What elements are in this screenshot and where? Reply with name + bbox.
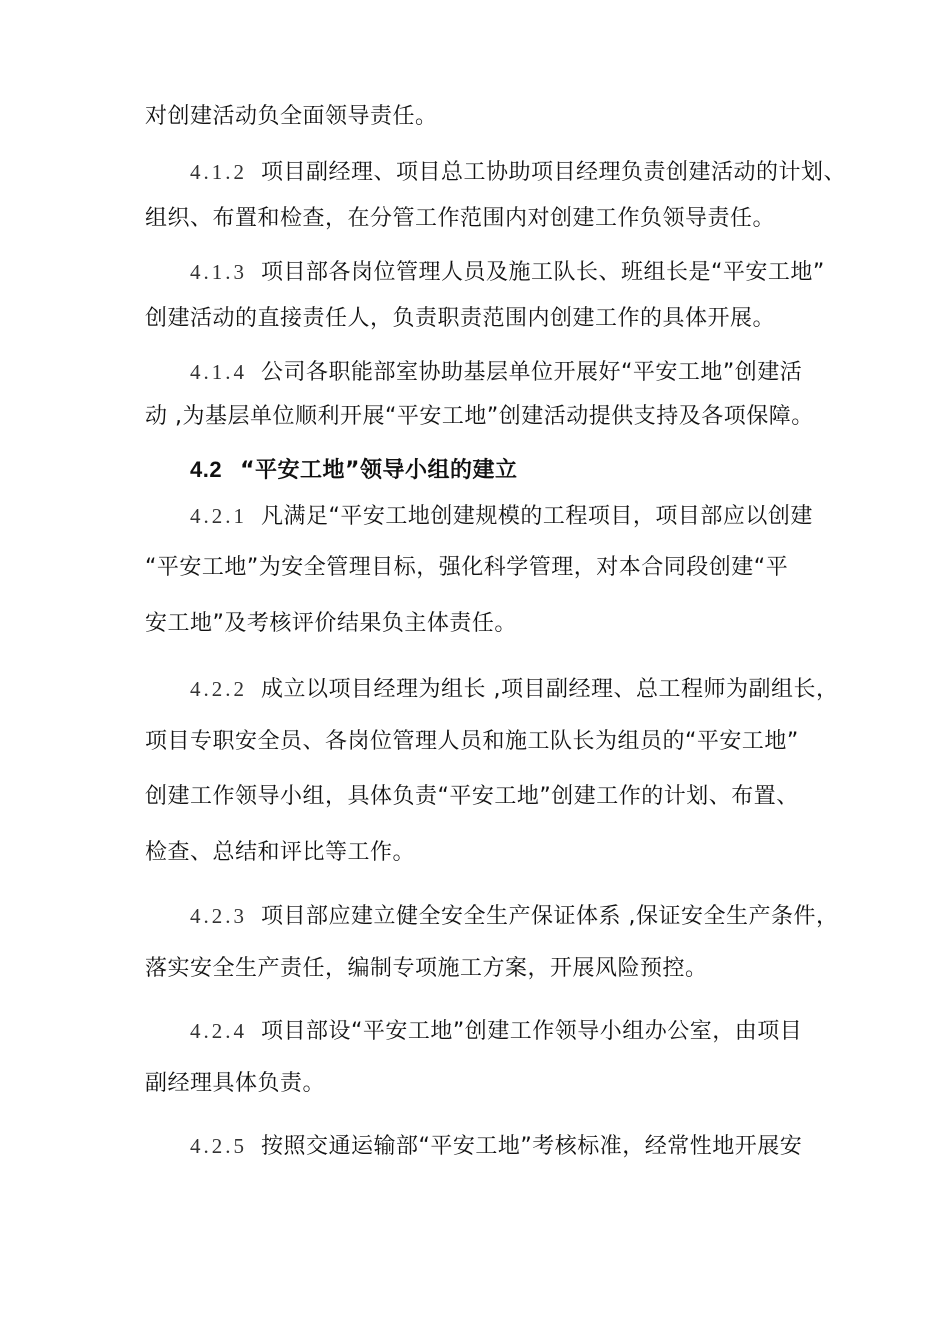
paragraph-line: 组织、布置和检查，在分管工作范围内对创建工作负领导责任。 xyxy=(145,206,776,231)
clause-number: 4.1.2 xyxy=(190,160,247,184)
paragraph-line: 创建工作领导小组，具体负责“平安工地”创建工作的计划、布置、 xyxy=(145,784,799,809)
clause-line: 4.2.2 成立以项目经理为组长 ,项目副经理、总工程师为副组长， xyxy=(190,677,839,702)
clause-number: 4.1.3 xyxy=(190,260,247,284)
paragraph-line: “平安工地”为安全管理目标，强化科学管理，对本合同段创建“平 xyxy=(145,555,789,580)
clause-line: 4.2.4 项目部设“平安工地”创建工作领导小组办公室，由项目 xyxy=(190,1019,803,1044)
clause-line: 4.2.3 项目部应建立健全安全生产保证体系 ,保证安全生产条件， xyxy=(190,904,839,929)
paragraph-line: 安工地”及考核评价结果负主体责任。 xyxy=(145,611,517,636)
clause-line: 4.2.5 按照交通运输部“平安工地”考核标准，经常性地开展安 xyxy=(190,1134,803,1159)
paragraph-line: 项目专职安全员、各岗位管理人员和施工队长为组员的“平安工地” xyxy=(145,729,799,754)
paragraph-line: 检查、总结和评比等工作。 xyxy=(145,840,416,865)
clause-number: 4.2.2 xyxy=(190,677,247,701)
clause-line: 4.1.4 公司各职能部室协助基层单位开展好“平安工地”创建活 xyxy=(190,360,803,385)
clause-number: 4.2.1 xyxy=(190,504,247,528)
clause-number: 4.2.5 xyxy=(190,1134,247,1158)
section-number: 4.2 xyxy=(190,457,223,482)
clause-line: 4.2.1 凡满足“平安工地创建规模的工程项目，项目部应以创建 xyxy=(190,504,813,529)
clause-number: 4.2.4 xyxy=(190,1019,247,1043)
paragraph-line: 副经理具体负责。 xyxy=(145,1071,326,1096)
paragraph-line: 落实安全生产责任，编制专项施工方案，开展风险预控。 xyxy=(145,956,708,981)
paragraph-line: 创建活动的直接责任人，负责职责范围内创建工作的具体开展。 xyxy=(145,306,776,331)
clause-number: 4.2.3 xyxy=(190,904,247,928)
section-heading: 4.2 “平安工地”领导小组的建立 xyxy=(190,457,518,483)
paragraph-line: 对创建活动负全面领导责任。 xyxy=(145,104,438,129)
clause-line: 4.1.2 项目副经理、项目总工协助项目经理负责创建活动的计划、 xyxy=(190,160,847,185)
paragraph-line: 动 ,为基层单位顺利开展“平安工地”创建活动提供支持及各项保障。 xyxy=(145,404,814,429)
clause-line: 4.1.3 项目部各岗位管理人员及施工队长、班组长是“平安工地” xyxy=(190,260,825,285)
clause-number: 4.1.4 xyxy=(190,360,247,384)
